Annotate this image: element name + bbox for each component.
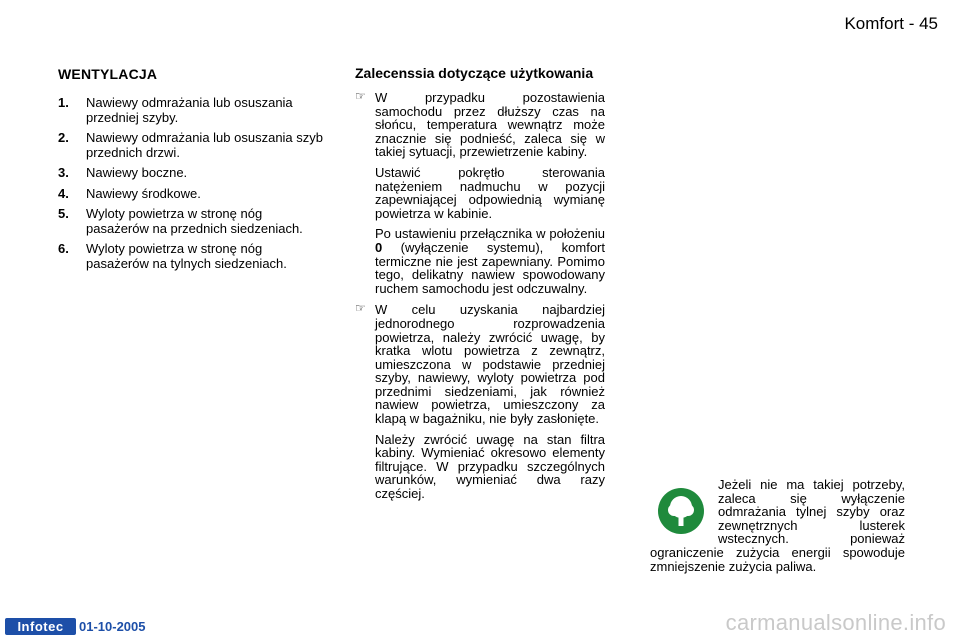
tip-block [355,303,605,500]
tip-block [355,91,605,295]
item-text: Nawiewy boczne. [86,165,188,180]
item-number: 1. [58,95,69,110]
item-text: Nawiewy środkowe. [86,185,201,201]
list-item [58,242,328,271]
item-text: Nawiewy odmrażania lub osuszania przedniej szyby. [86,95,293,125]
list-item [58,207,328,236]
item-text: Wyloty powietrza w stronę nóg pasażerów na tylnych siedzeniach. [86,241,287,271]
ventilation-section [58,66,328,277]
tip-paragraph: Ustawić pokrętło sterowania natężeniem nadmuchu w pozycji zapewniającej odpowiednią wymianę powietrza w kabinie. [375,164,605,221]
item-number: 4. [58,185,69,201]
pointing-hand-icon: ☞ [355,301,366,316]
page-header: Komfort - 45 [844,14,938,33]
watermark: carmanualsonline.info [725,610,946,635]
tip-paragraph: Po ustawieniu przełącznika w położeniu 0 (wyłączenie systemu), komfort termiczne nie jest zapewniany. Pomimo tego, delikatny nawiew spowodowany ruchem samochodu jest odczuwalny. [375,226,605,296]
tip-paragraph: Należy zwrócić uwagę na stan filtra kabiny. Wymieniać okresowo elementy filtrujące. W przypadku szczególnych warunków, wymieniać dwa razy częściej. [375,431,605,502]
eco-text: Jeżeli nie ma takiej potrzeby, zaleca się wyłączenie odmrażania tylnej szyby oraz zewnętrznych lusterek wstecznych. ponieważ ograniczenie zużycia energii spowoduje zmniejszenie zużycia paliwa. [650,477,905,574]
item-text: Nawiewy odmrażania lub osuszania szyb przednich drzwi. [86,130,324,160]
list-item [58,131,328,160]
tree-icon [658,488,704,534]
item-number: 6. [58,241,69,256]
position-zero: 0 [375,239,383,255]
section-title: WENTYLACJA [58,66,158,82]
eco-note [650,478,905,573]
usage-tips-section [355,66,605,501]
item-number: 2. [58,130,69,145]
item-number: 5. [58,206,69,221]
tip-paragraph: W celu uzyskania najbardziej jednorodnego rozprowadzenia powietrza, należy zwrócić uwagę, by kratka wlotu powietrza z zewnątrz, umieszczona w podstawie przedniej szyby, nawiewy, wyloty powietrza pod przednimi siedzeniami, jak również nawiew powietrza, umieszczony za klapą w bagażniku, nie były zasłonięte. [375,302,605,427]
tip-paragraph: W przypadku pozostawienia samochodu przez dłuższy czas na słońcu, temperatura wewnątrz może znacznie się podnieść, zaleca się w takiej sytuacji, przewietrzenie kabiny. [375,90,605,160]
pointing-hand-icon: ☞ [355,89,366,103]
infotec-logo: Infotec [5,618,76,635]
item-text: Wyloty powietrza w stronę nóg pasażerów na przednich siedzeniach. [86,206,303,236]
vent-list [58,96,328,271]
list-item [58,166,328,181]
list-item [58,96,328,125]
item-number: 3. [58,165,69,180]
footer-date: 01-10-2005 [79,619,146,634]
list-item [58,187,328,202]
section-title: Zalecenssia dotyczące użytkowania [355,65,594,81]
